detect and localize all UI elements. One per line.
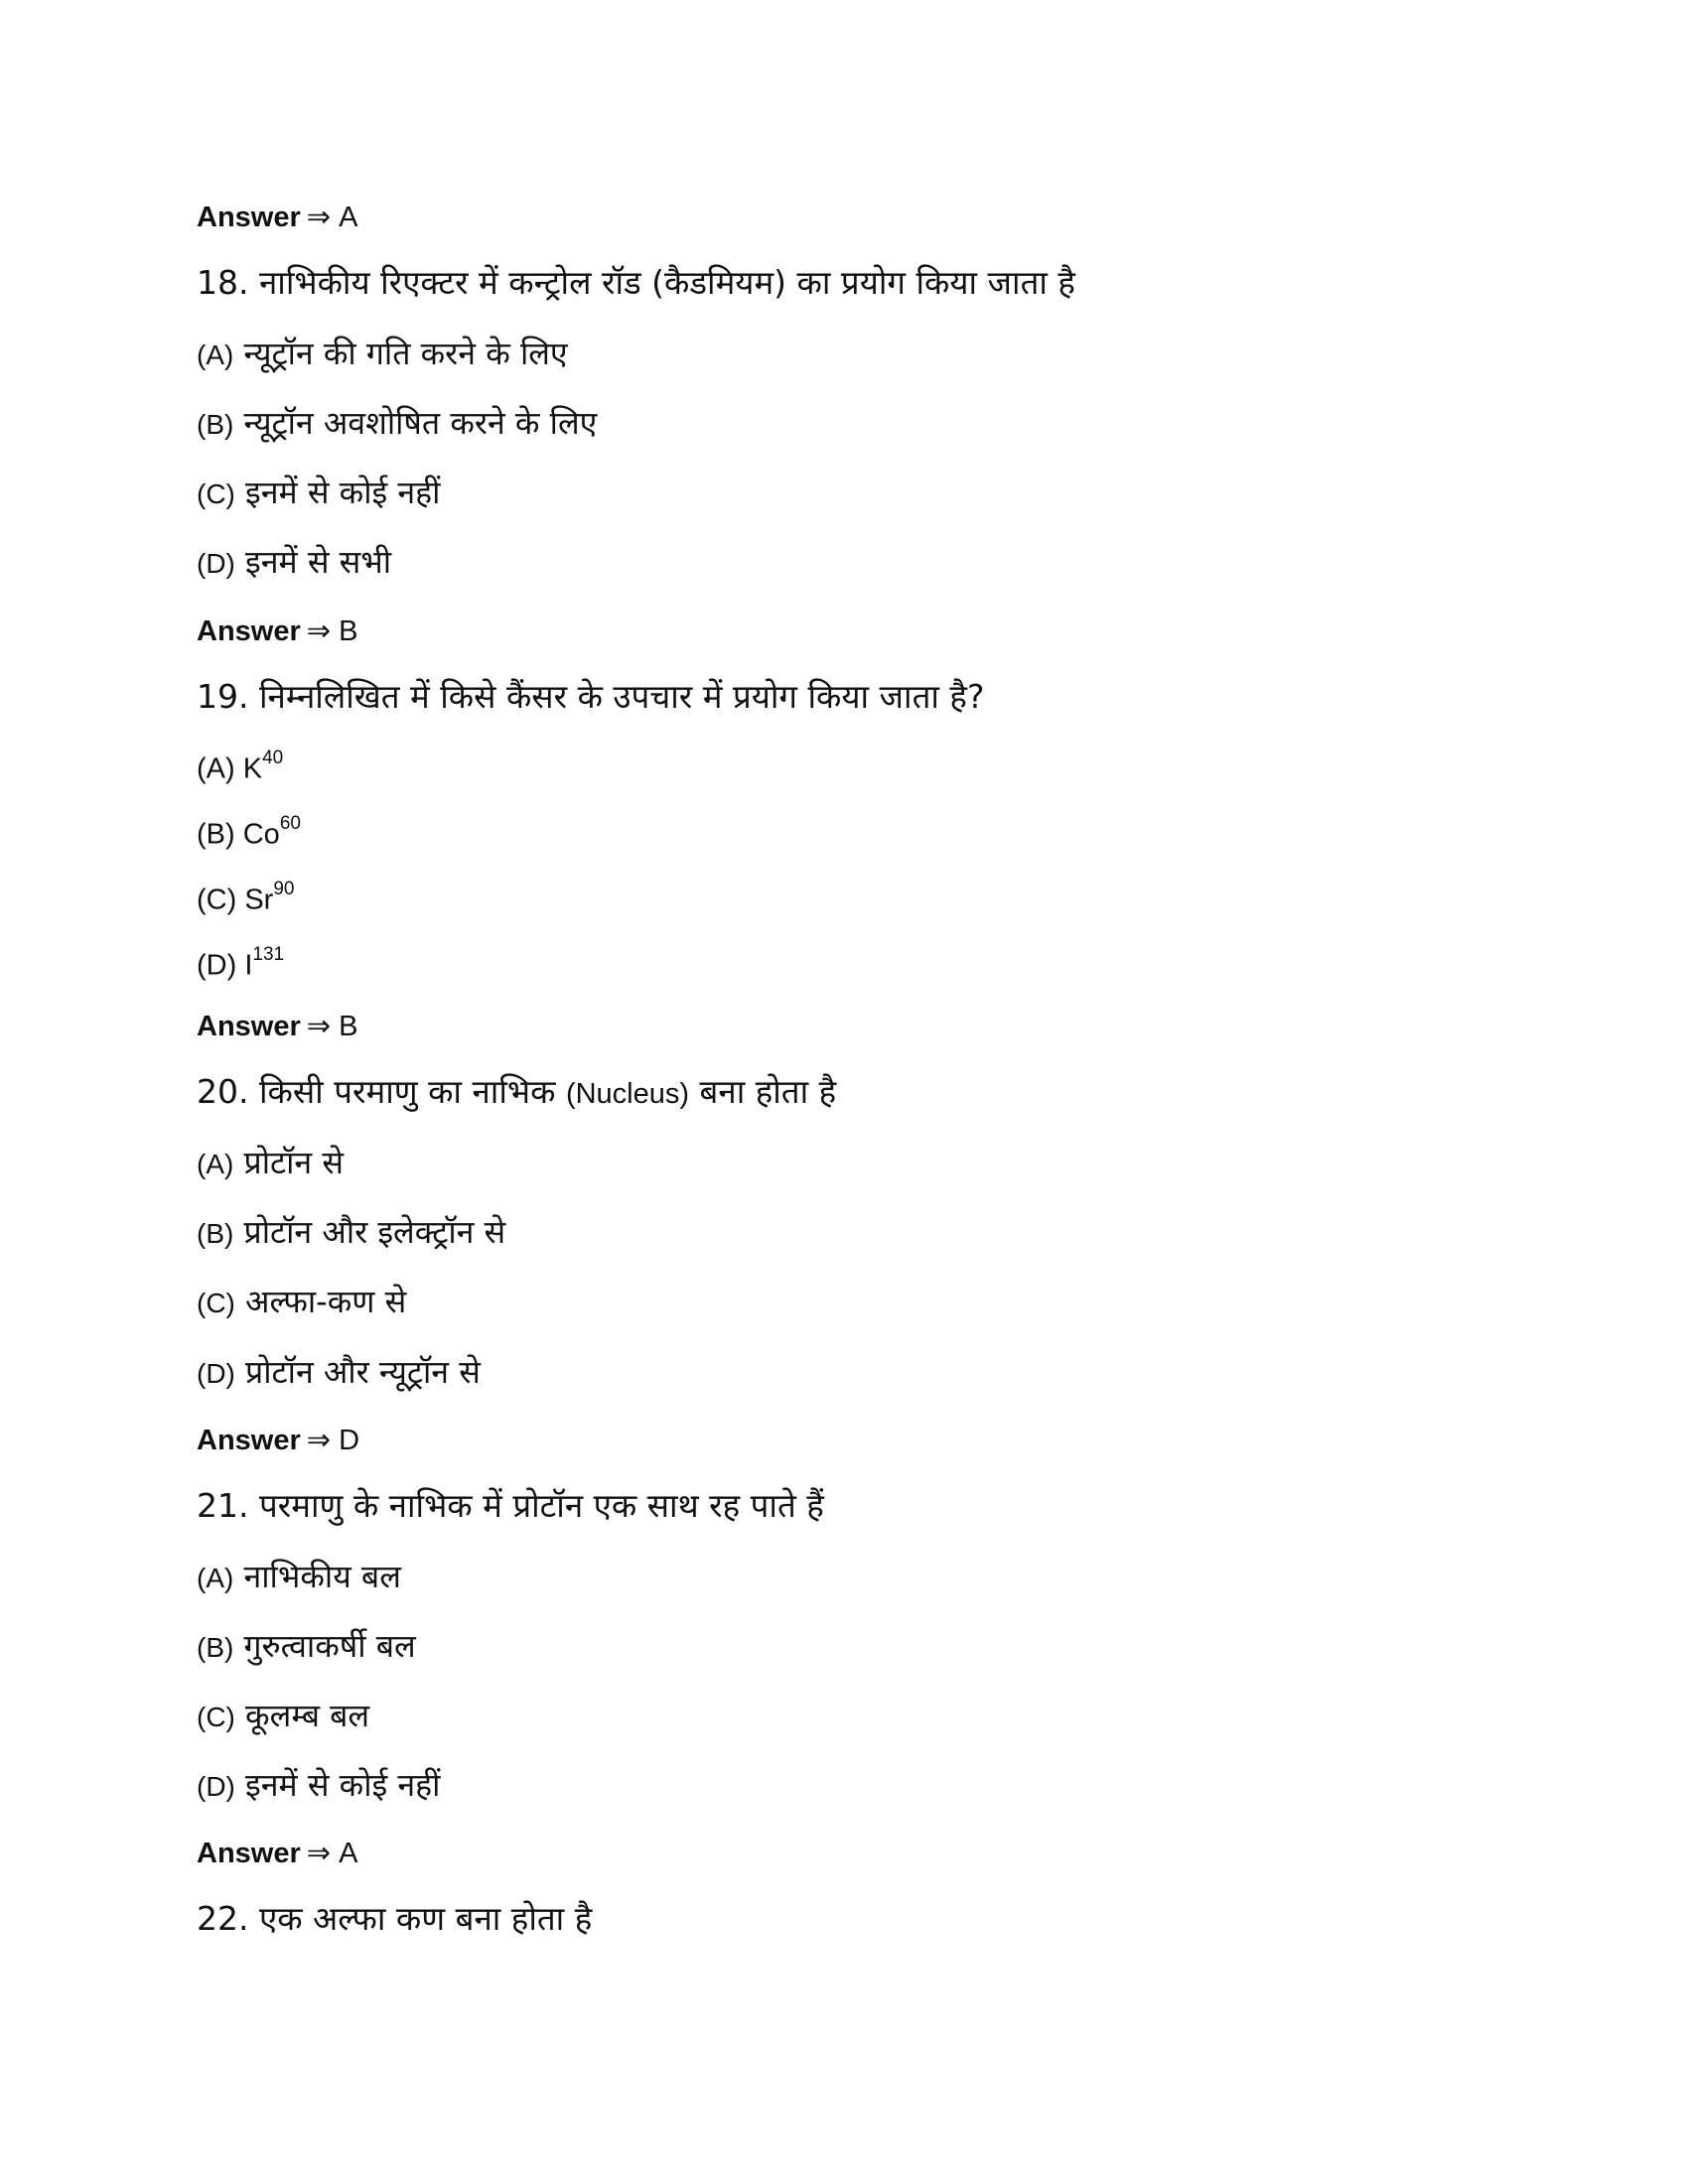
option-text: नाभिकीय बल <box>243 1558 401 1595</box>
answer-label: Answer <box>197 1011 301 1042</box>
question-19: 19. निम्नलिखित में किसे कैंसर के उपचार में प्रयोग किया जाता है? <box>197 677 985 716</box>
q19-option-b <box>197 813 301 851</box>
answer-label: Answer <box>197 1425 301 1456</box>
q21-option-c <box>197 1697 370 1734</box>
answer-label: Answer <box>197 1838 301 1869</box>
option-tag: (A) <box>197 752 235 785</box>
q18-option-d <box>197 543 392 581</box>
answer-17 <box>197 204 357 232</box>
q20-option-c <box>197 1283 407 1320</box>
option-tag: (C) <box>197 1288 235 1318</box>
question-text: बना होता है <box>699 1072 837 1111</box>
answer-label: Answer <box>197 202 301 233</box>
option-text: प्रोटॉन और न्यूट्रॉन से <box>245 1353 481 1391</box>
answer-value: B <box>339 1011 358 1042</box>
question-21: 21. परमाणु के नाभिक में प्रोटॉन एक साथ रह पाते हैं <box>197 1486 824 1525</box>
q19-option-d <box>197 944 285 982</box>
q19-option-a <box>197 748 284 785</box>
answer-value: B <box>339 615 358 647</box>
option-tag: (B) <box>197 818 235 851</box>
question-22: 22. एक अल्फा कण बना होता है <box>197 1899 593 1938</box>
option-tag: (B) <box>197 409 234 440</box>
option-tag: (D) <box>197 1358 235 1389</box>
answer-18 <box>197 617 357 646</box>
option-tag: (B) <box>197 1218 234 1249</box>
q21-option-b <box>197 1627 416 1665</box>
option-text: प्रोटॉन से <box>243 1144 344 1181</box>
answer-arrow: ⇒ <box>306 1425 332 1456</box>
q21-option-d <box>197 1766 441 1804</box>
option-tag: (D) <box>197 1771 235 1802</box>
option-tag: (A) <box>197 340 234 370</box>
q18-option-a <box>197 335 568 372</box>
option-tag: (A) <box>197 1563 234 1593</box>
q18-option-c <box>197 474 441 511</box>
isotope-mass-number: 131 <box>252 944 285 965</box>
answer-value: A <box>339 1838 358 1869</box>
option-text: गुरुत्वाकर्षी बल <box>243 1627 416 1665</box>
q19-option-c <box>197 879 295 916</box>
answer-arrow: ⇒ <box>306 615 332 647</box>
isotope-symbol: Sr <box>244 884 274 916</box>
option-text: प्रोटॉन और इलेक्ट्रॉन से <box>243 1213 506 1251</box>
isotope-mass-number: 40 <box>262 748 284 768</box>
question-term: (Nucleus) <box>565 1078 690 1110</box>
option-text: कूलम्ब बल <box>245 1697 370 1734</box>
isotope-symbol: Co <box>242 818 280 851</box>
answer-21 <box>197 1840 357 1868</box>
answer-19 <box>197 1013 357 1041</box>
isotope-symbol: K <box>242 752 263 785</box>
question-number: 20. <box>197 1072 249 1111</box>
isotope-symbol: I <box>244 949 253 982</box>
option-text: इनमें से सभी <box>245 543 392 581</box>
answer-value: D <box>339 1425 360 1456</box>
option-text: अल्फा-कण से <box>245 1283 407 1320</box>
answer-20 <box>197 1427 359 1455</box>
option-text: इनमें से कोई नहीं <box>245 1766 441 1804</box>
q20-option-d <box>197 1353 481 1391</box>
option-tag: (B) <box>197 1632 234 1663</box>
option-tag: (C) <box>197 1702 235 1732</box>
option-tag: (C) <box>197 478 235 509</box>
question-text: किसी परमाणु का नाभिक <box>258 1072 556 1111</box>
question-18: 18. नाभिकीय रिएक्टर में कन्ट्रोल रॉड (कैडमियम) का प्रयोग किया जाता है <box>197 263 1075 302</box>
option-tag: (D) <box>197 548 235 579</box>
answer-arrow: ⇒ <box>306 1011 332 1042</box>
answer-arrow: ⇒ <box>306 202 332 233</box>
q20-option-a <box>197 1144 344 1181</box>
option-text: न्यूट्रॉन अवशोषित करने के लिए <box>243 404 598 442</box>
isotope-mass-number: 60 <box>279 813 301 834</box>
answer-label: Answer <box>197 615 301 647</box>
option-text: न्यूट्रॉन की गति करने के लिए <box>243 335 568 372</box>
q18-option-b <box>197 404 598 442</box>
q21-option-a <box>197 1558 401 1595</box>
answer-arrow: ⇒ <box>306 1838 332 1869</box>
question-20 <box>197 1072 837 1111</box>
answer-value: A <box>339 202 358 233</box>
option-text: इनमें से कोई नहीं <box>245 474 441 511</box>
q20-option-b <box>197 1213 506 1251</box>
option-tag: (D) <box>197 949 237 982</box>
isotope-mass-number: 90 <box>273 879 295 899</box>
option-tag: (C) <box>197 884 237 916</box>
option-tag: (A) <box>197 1149 234 1179</box>
